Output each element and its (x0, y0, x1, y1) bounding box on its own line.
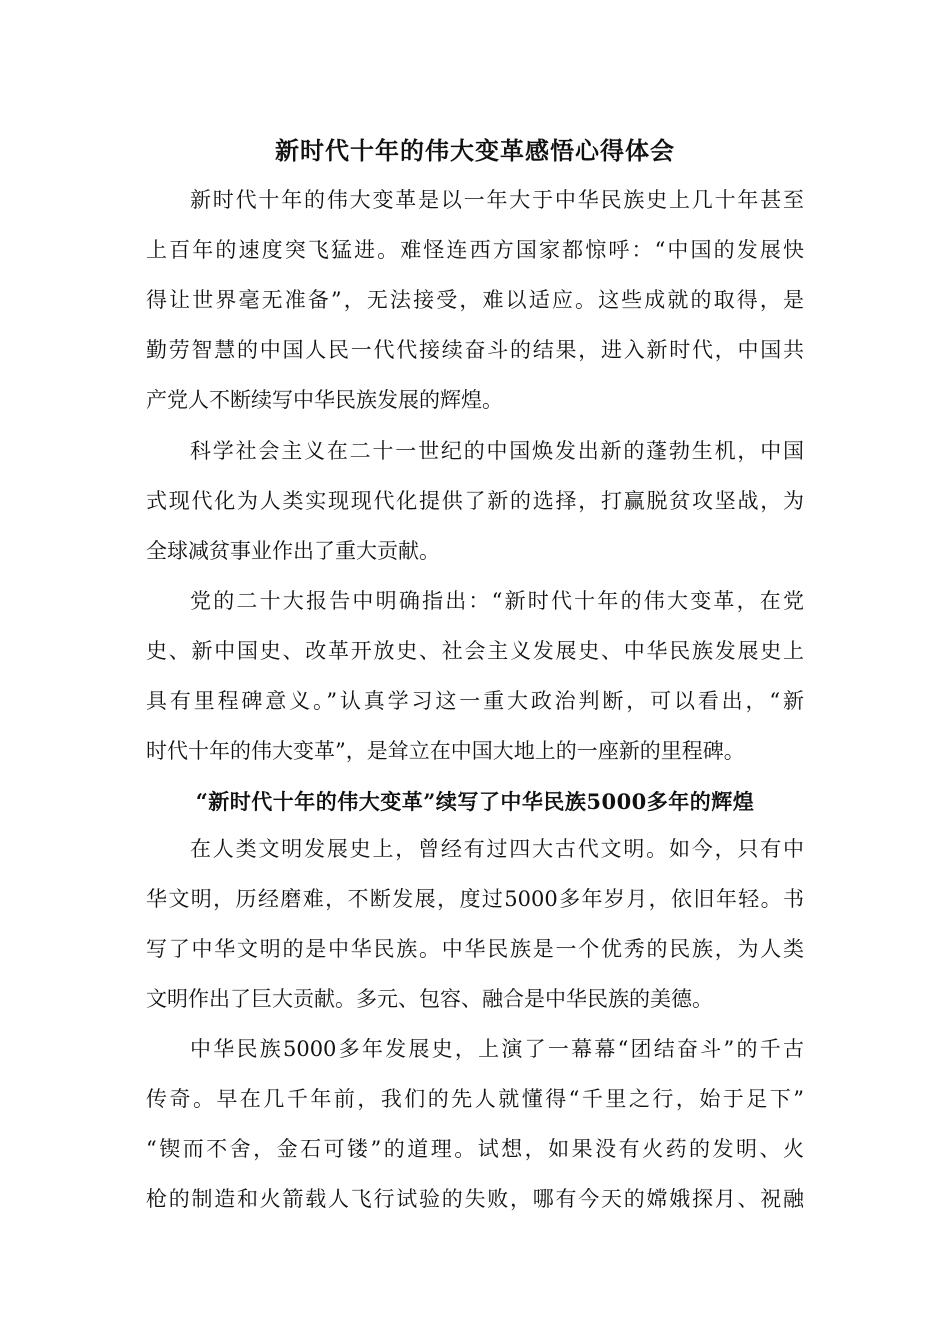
paragraph-line: 勤劳智慧的中国人民一代代接续奋斗的结果，进入新时代，中国共 (146, 338, 804, 362)
section-paragraph-2 (146, 1024, 804, 1224)
paragraph-line: 中华民族5000多年发展史，上演了一幕幕“团结奋斗”的千古 (190, 1037, 804, 1061)
paragraph-line: 史、新中国史、改革开放史、社会主义发展史、中华民族发展史上 (146, 639, 804, 663)
paragraph-line: 式现代化为人类实现现代化提供了新的选择，打赢脱贫攻坚战，为 (146, 489, 804, 513)
paragraph-line: 传奇。早在几千年前，我们的先人就懂得“千里之行，始于足下” (146, 1087, 804, 1111)
paragraph-line: 产党人不断续写中华民族发展的辉煌。 (146, 388, 503, 412)
paragraph-line: 新时代十年的伟大变革是以一年大于中华民族史上几十年甚至 (190, 188, 804, 212)
paragraph-line: “锲而不舍，金石可镂”的道理。试想，如果没有火药的发明、火 (146, 1137, 804, 1161)
document-title: 新时代十年的伟大变革感悟心得体会 (275, 136, 675, 165)
paragraph-line: 时代十年的伟大变革”，是耸立在中国大地上的一座新的里程碑。 (146, 739, 745, 763)
paragraph-line: 得让世界毫无准备”，无法接受，难以适应。这些成就的取得，是 (146, 288, 804, 312)
paragraph-line: 全球减贫事业作出了重大贡献。 (146, 539, 440, 563)
section-paragraph-1 (146, 824, 804, 1024)
paragraph-2 (146, 426, 804, 576)
paragraph-line: 华文明，历经磨难，不断发展，度过5000多年岁月，依旧年轻。书 (146, 887, 804, 911)
paragraph-line: 枪的制造和火箭载人飞行试验的失败，哪有今天的嫦娥探月、祝融 (146, 1187, 804, 1211)
paragraph-line: 科学社会主义在二十一世纪的中国焕发出新的蓬勃生机，中国 (190, 439, 804, 463)
paragraph-1 (146, 175, 804, 425)
paragraph-line: 党的二十大报告中明确指出：“新时代十年的伟大变革，在党 (190, 589, 804, 613)
paragraph-line: 写了中华文明的是中华民族。中华民族是一个优秀的民族，为人类 (146, 937, 804, 961)
section-heading: “新时代十年的伟大变革”续写了中华民族5000多年的辉煌 (195, 789, 755, 814)
paragraph-line: 在人类文明发展史上，曾经有过四大古代文明。如今，只有中 (190, 837, 804, 861)
paragraph-line: 具有里程碑意义。”认真学习这一重大政治判断，可以看出，“新 (146, 689, 804, 713)
paragraph-line: 上百年的速度突飞猛进。难怪连西方国家都惊呼：“中国的发展快 (146, 238, 804, 262)
paragraph-3 (146, 576, 804, 776)
paragraph-line: 文明作出了巨大贡献。多元、包容、融合是中华民族的美德。 (146, 987, 713, 1011)
